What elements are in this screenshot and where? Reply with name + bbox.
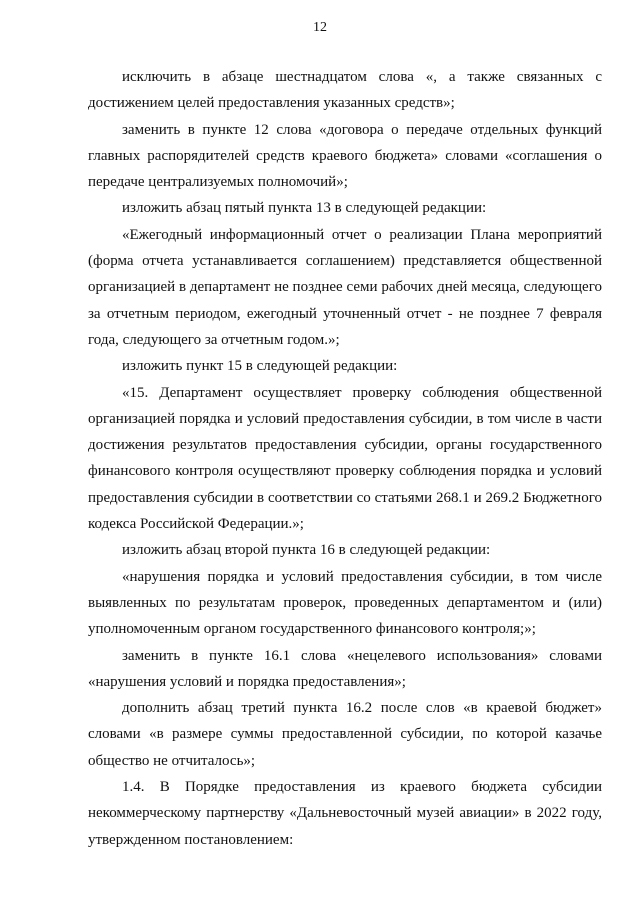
paragraph: изложить абзац пятый пункта 13 в следующей редакции: bbox=[122, 200, 487, 217]
paragraph: «нарушения порядка и условий предоставления субсидии, в том числе выявленных по результатам проверок, проведенных департаментом и (или) уполномоченным органом государственного финансового контроля;»; bbox=[88, 568, 602, 638]
paragraph: заменить в пункте 12 слова «договора о передаче отдельных функций главных распорядителей средств краевого бюджета» словами «соглашения о передаче централизуемых полномочий»; bbox=[88, 121, 602, 191]
paragraph: дополнить абзац третий пункта 16.2 после слов «в краевой бюджет» словами «в размере суммы предоставленной субсидии, по которой казачье общество не отчиталось»; bbox=[88, 700, 602, 769]
paragraph: изложить абзац второй пункта 16 в следующей редакции: bbox=[122, 542, 491, 559]
paragraph: изложить пункт 15 в следующей редакции: bbox=[122, 358, 398, 375]
paragraph: «Ежегодный информационный отчет о реализации Плана мероприятий (форма отчета устанавливается соглашением) представляется общественной организацией в департамент не позднее семи рабочих дней месяца, следующего за отчетным периодом, ежегодный уточненный отчет - не позднее 7 февраля года, следующего за отчетным годом.»; bbox=[88, 226, 602, 348]
paragraph: 1.4. В Порядке предоставления из краевого бюджета субсидии некоммерческому партнерству «Дальневосточный музей авиации» в 2022 году, утвержденном постановлением: bbox=[88, 779, 602, 848]
paragraph: исключить в абзаце шестнадцатом слова «, а также связанных с достижением целей предоставления указанных средств»; bbox=[88, 69, 602, 112]
page-number: 12 bbox=[313, 20, 327, 35]
paragraph: заменить в пункте 16.1 слова «нецелевого использования» словами «нарушения условий и порядка предоставления»; bbox=[88, 647, 602, 690]
document-body bbox=[88, 64, 602, 853]
paragraph: «15. Департамент осуществляет проверку соблюдения общественной организацией порядка и условий предоставления субсидии, в том числе в части достижения результатов предоставления субсидии, органы государственного финансового контроля осуществляют проверку соблюдения порядка и условий предоставления субсидии в соответствии со статьями 268.1 и 269.2 Бюджетного кодекса Российской Федерации.»; bbox=[88, 384, 602, 533]
